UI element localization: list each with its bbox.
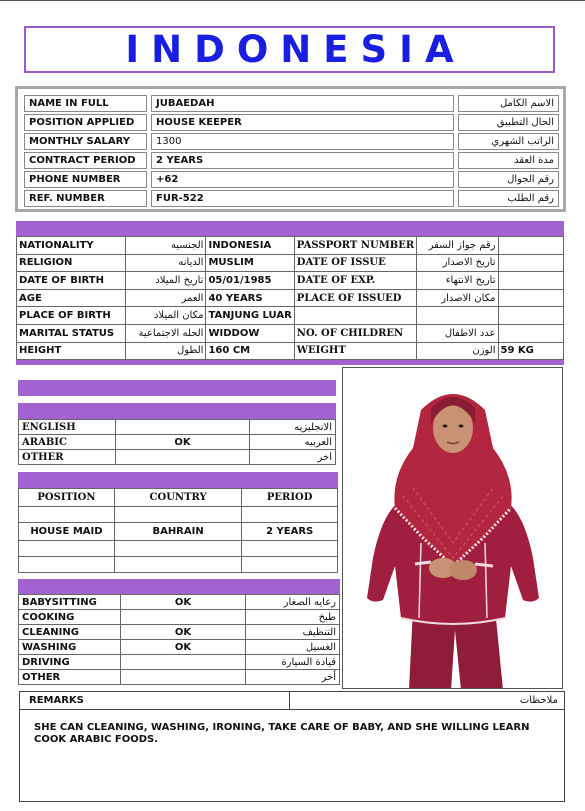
passport-value <box>498 237 563 255</box>
contract-label: CONTRACT PERIOD <box>24 152 147 169</box>
religion-label-ar: الديانه <box>125 254 206 272</box>
table-row <box>19 541 338 557</box>
table-row <box>19 610 340 625</box>
info-row-position <box>24 114 559 131</box>
children-value <box>498 324 563 342</box>
position-value: HOUSE KEEPER <box>151 114 454 131</box>
pob-label-ar: مكان الميلاد <box>125 307 206 325</box>
language-name-ar: العربيه <box>250 435 336 450</box>
info-row-salary <box>24 133 559 150</box>
language-level <box>115 450 249 465</box>
place-issued-value <box>498 289 563 307</box>
religion-label: RELIGION <box>17 254 126 272</box>
table-row <box>17 254 564 272</box>
age-label: AGE <box>17 289 126 307</box>
nationality-label-ar: الجنسيه <box>125 237 206 255</box>
marital-label: MARITAL STATUS <box>17 324 126 342</box>
experience-cell: BAHRAIN <box>114 523 241 541</box>
experience-header-position: POSITION <box>19 489 115 507</box>
skill-name: CLEANING <box>19 625 121 640</box>
exp-value <box>498 272 563 290</box>
position-label: POSITION APPLIED <box>24 114 147 131</box>
experience-header-bar <box>18 472 338 488</box>
skill-level <box>120 655 245 670</box>
phone-label-ar: رقم الجوال <box>458 171 559 188</box>
skill-name: DRIVING <box>19 655 121 670</box>
dob-label-ar: تاريخ الميلاد <box>125 272 206 290</box>
table-row <box>19 625 340 640</box>
pob-label: PLACE OF BIRTH <box>17 307 126 325</box>
weight-value: 59 KG <box>498 342 563 360</box>
contract-label-ar: مدة العقد <box>458 152 559 169</box>
religion-value: MUSLIM <box>206 254 294 272</box>
marital-label-ar: الحله الاجتماعية <box>125 324 206 342</box>
age-label-ar: العمر <box>125 289 206 307</box>
skill-name: WASHING <box>19 640 121 655</box>
candidate-portrait-illustration <box>343 368 563 689</box>
table-row <box>17 237 564 255</box>
nationality-value: INDONESIA <box>206 237 294 255</box>
skill-name-ar: أخر <box>246 670 340 685</box>
table-row <box>19 450 336 465</box>
empty-cell <box>498 307 563 325</box>
experience-cell <box>114 541 241 557</box>
language-name-ar: اخر <box>250 450 336 465</box>
table-row <box>19 435 336 450</box>
empty-cell <box>294 307 416 325</box>
skill-name-ar: التنظيف <box>246 625 340 640</box>
height-value: 160 CM <box>206 342 294 360</box>
basic-info-box <box>15 86 566 212</box>
dob-label: DATE OF BIRTH <box>17 272 126 290</box>
marital-value: WIDDOW <box>206 324 294 342</box>
remarks-box <box>19 691 565 802</box>
ref-label: REF. NUMBER <box>24 190 147 207</box>
table-row <box>19 420 336 435</box>
children-label-ar: عدد الاطفال <box>417 324 498 342</box>
issue-label-ar: تاريخ الاصدار <box>417 254 498 272</box>
languages-table <box>18 419 336 465</box>
phone-value: +62 <box>151 171 454 188</box>
exp-label: DATE OF EXP. <box>294 272 416 290</box>
experience-cell <box>242 557 338 573</box>
country-title-box <box>24 26 555 73</box>
info-row-contract <box>24 152 559 169</box>
empty-cell <box>417 307 498 325</box>
skill-level: OK <box>120 625 245 640</box>
name-label-ar: الاسم الكامل <box>458 95 559 112</box>
position-label-ar: الحال التطبيق <box>458 114 559 131</box>
skill-name-ar: رعايه الصغار <box>246 595 340 610</box>
table-row <box>17 342 564 360</box>
language-name: ARABIC <box>19 435 116 450</box>
languages-sub-bar <box>18 403 336 419</box>
ref-label-ar: رقم الطلب <box>458 190 559 207</box>
skills-header-bar <box>18 579 340 594</box>
info-row-phone <box>24 171 559 188</box>
info-row-ref <box>24 190 559 207</box>
language-name-ar: الانجليزيه <box>250 420 336 435</box>
issue-label: DATE OF ISSUE <box>294 254 416 272</box>
info-row-name <box>24 95 559 112</box>
skills-table <box>18 594 340 685</box>
table-row <box>17 289 564 307</box>
passport-label: PASSPORT NUMBER <box>294 237 416 255</box>
skill-name-ar: طبخ <box>246 610 340 625</box>
personal-details-table <box>16 236 564 360</box>
weight-label: WEIGHT <box>294 342 416 360</box>
language-name: ENGLISH <box>19 420 116 435</box>
skill-level: OK <box>120 595 245 610</box>
table-row <box>19 670 340 685</box>
experience-cell <box>114 557 241 573</box>
language-name: OTHER <box>19 450 116 465</box>
passport-label-ar: رقم جواز السفر <box>417 237 498 255</box>
top-border <box>0 0 585 1</box>
skill-level <box>120 670 245 685</box>
experience-header-period: PERIOD <box>242 489 338 507</box>
skill-name: BABYSITTING <box>19 595 121 610</box>
nationality-label: NATIONALITY <box>17 237 126 255</box>
personal-section-footer <box>16 360 564 365</box>
table-row <box>19 489 338 507</box>
remarks-text: SHE CAN CLEANING, WASHING, IRONING, TAKE CARE OF BABY, AND SHE WILLING LEARN COOK ARABIC FOODS. <box>34 722 530 745</box>
experience-header-country: COUNTRY <box>114 489 241 507</box>
table-row <box>17 272 564 290</box>
table-row <box>17 324 564 342</box>
experience-table <box>18 488 338 573</box>
personal-section-header <box>16 221 564 236</box>
table-row <box>19 595 340 610</box>
remarks-label-ar: ملاحظات <box>288 692 564 710</box>
experience-cell <box>19 507 115 523</box>
language-level: OK <box>115 435 249 450</box>
name-label: NAME IN FULL <box>24 95 147 112</box>
table-row <box>17 307 564 325</box>
table-row <box>19 557 338 573</box>
contract-value: 2 YEARS <box>151 152 454 169</box>
table-row <box>19 655 340 670</box>
experience-cell <box>242 507 338 523</box>
candidate-photo <box>342 367 563 689</box>
height-label-ar: الطول <box>125 342 206 360</box>
issue-value <box>498 254 563 272</box>
table-row <box>19 640 340 655</box>
exp-label-ar: تاريخ الانتهاء <box>417 272 498 290</box>
pob-value: TANJUNG LUAR <box>206 307 294 325</box>
experience-cell: 2 YEARS <box>242 523 338 541</box>
experience-cell <box>114 507 241 523</box>
experience-cell <box>19 541 115 557</box>
skill-level: OK <box>120 640 245 655</box>
skill-name-ar: الغسيل <box>246 640 340 655</box>
languages-header-bar <box>18 380 336 396</box>
height-label: HEIGHT <box>17 342 126 360</box>
skill-name: COOKING <box>19 610 121 625</box>
skill-name: OTHER <box>19 670 121 685</box>
weight-label-ar: الوزن <box>417 342 498 360</box>
table-row <box>19 523 338 541</box>
place-issued-label: PLACE OF ISSUED <box>294 289 416 307</box>
name-value: JUBAEDAH <box>151 95 454 112</box>
skill-level <box>120 610 245 625</box>
language-level <box>115 420 249 435</box>
salary-label: MONTHLY SALARY <box>24 133 147 150</box>
children-label: NO. OF CHILDREN <box>294 324 416 342</box>
remarks-label: REMARKS <box>20 692 290 710</box>
age-value: 40 YEARS <box>206 289 294 307</box>
dob-value: 05/01/1985 <box>206 272 294 290</box>
place-issued-label-ar: مكان الاصدار <box>417 289 498 307</box>
ref-value: FUR-522 <box>151 190 454 207</box>
country-title: INDONESIA <box>125 28 466 71</box>
phone-label: PHONE NUMBER <box>24 171 147 188</box>
experience-cell <box>19 557 115 573</box>
skill-name-ar: قيادة السيارة <box>246 655 340 670</box>
table-row <box>19 507 338 523</box>
salary-value: 1300 <box>151 133 454 150</box>
salary-label-ar: الراتب الشهري <box>458 133 559 150</box>
experience-cell: HOUSE MAID <box>19 523 115 541</box>
experience-cell <box>242 541 338 557</box>
